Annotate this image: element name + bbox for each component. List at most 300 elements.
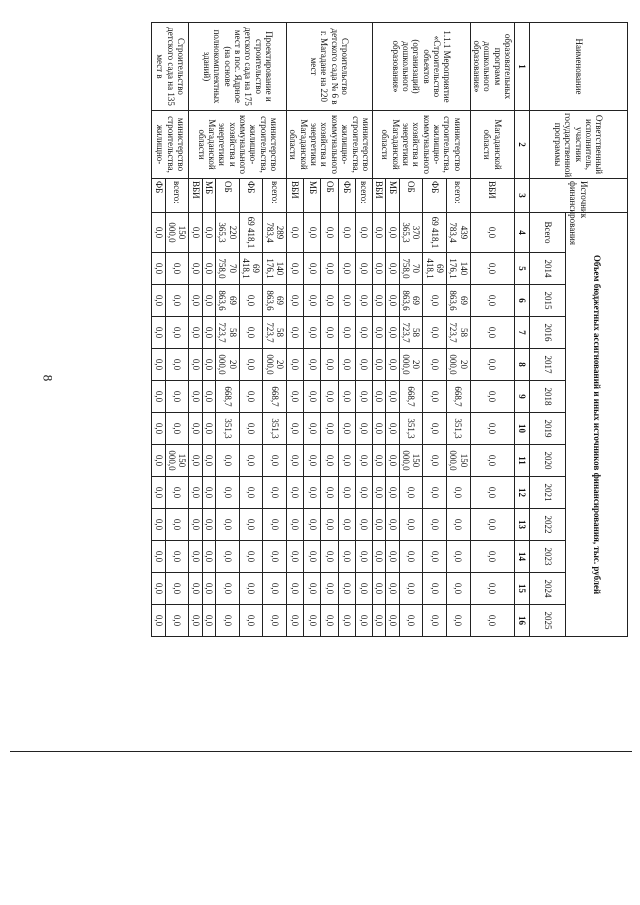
- page-bottom-rule: [10, 751, 632, 752]
- year-value-cell: 0,0: [263, 605, 287, 637]
- year-value-cell: 0,0: [423, 573, 447, 605]
- year-value-cell: 0,0: [304, 253, 321, 285]
- year-value-cell: 0,0: [338, 573, 355, 605]
- total-value-cell: 220 365,3: [216, 213, 240, 253]
- total-value-cell: 289 783,4: [263, 213, 287, 253]
- header-numbers-row: [515, 23, 530, 637]
- column-number: 14: [515, 541, 530, 573]
- funding-source-cell: ФБ: [239, 179, 263, 213]
- header-year-2016: 2016: [530, 317, 566, 349]
- year-value-cell: 0,0: [399, 477, 423, 509]
- year-value-cell: 0,0: [423, 413, 447, 445]
- header-year-2023: 2023: [530, 541, 566, 573]
- year-value-cell: 0,0: [287, 509, 304, 541]
- year-value-cell: 0,0: [202, 477, 215, 509]
- total-value-cell: 439 783,4: [446, 213, 470, 253]
- program-name-cell: 1.1.1 Мероприятие «Строительство объектов (организаций) дошкольного образования»: [372, 23, 470, 111]
- year-value-cell: 0,0: [423, 605, 447, 637]
- year-value-cell: 0,0: [202, 605, 215, 637]
- year-value-cell: 0,0: [446, 477, 470, 509]
- total-value-cell: 0,0: [372, 213, 385, 253]
- year-value-cell: 0,0: [386, 349, 399, 381]
- year-value-cell: 0,0: [165, 349, 189, 381]
- year-value-cell: 0,0: [304, 477, 321, 509]
- year-value-cell: 0,0: [338, 381, 355, 413]
- year-value-cell: 0,0: [386, 573, 399, 605]
- year-value-cell: 0,0: [355, 573, 372, 605]
- year-value-cell: 69 418,1: [423, 253, 447, 285]
- executor-cell: министерство строительства, жилищно-коммунального хозяйства и энергетики Магаданской области: [372, 111, 470, 179]
- total-value-cell: 0,0: [202, 213, 215, 253]
- year-value-cell: 0,0: [423, 285, 447, 317]
- total-value-cell: 69 418,1: [239, 213, 263, 253]
- total-value-cell: 0,0: [287, 213, 304, 253]
- year-value-cell: 0,0: [189, 477, 202, 509]
- year-value-cell: 150 000,0: [399, 445, 423, 477]
- year-value-cell: 0,0: [338, 349, 355, 381]
- year-value-cell: 0,0: [446, 509, 470, 541]
- year-value-cell: 0,0: [216, 541, 240, 573]
- year-value-cell: 0,0: [386, 445, 399, 477]
- header-year-2015: 2015: [530, 285, 566, 317]
- year-value-cell: 0,0: [239, 541, 263, 573]
- year-value-cell: 0,0: [372, 317, 385, 349]
- year-value-cell: 0,0: [239, 477, 263, 509]
- executor-cell: министерство строительства, жилищно-: [152, 111, 189, 179]
- funding-source-cell: ФБ: [152, 179, 165, 213]
- year-value-cell: 0,0: [287, 445, 304, 477]
- year-value-cell: 0,0: [239, 605, 263, 637]
- total-value-cell: 0,0: [321, 213, 338, 253]
- program-name-cell: образовательных программ дошкольного образования»: [470, 23, 514, 111]
- year-value-cell: 0,0: [263, 477, 287, 509]
- year-value-cell: 0,0: [189, 573, 202, 605]
- year-value-cell: 0,0: [216, 605, 240, 637]
- year-value-cell: 0,0: [423, 381, 447, 413]
- year-value-cell: 0,0: [287, 349, 304, 381]
- year-value-cell: 0,0: [287, 541, 304, 573]
- year-value-cell: 69 863,6: [446, 285, 470, 317]
- year-value-cell: 0,0: [338, 285, 355, 317]
- budget-table-container: [68, 22, 628, 634]
- year-value-cell: 0,0: [152, 285, 165, 317]
- year-value-cell: 69 863,6: [263, 285, 287, 317]
- year-value-cell: 668,7: [216, 381, 240, 413]
- year-value-cell: 0,0: [423, 349, 447, 381]
- year-value-cell: 0,0: [287, 413, 304, 445]
- year-value-cell: 0,0: [304, 445, 321, 477]
- header-year-2018: 2018: [530, 381, 566, 413]
- year-value-cell: 0,0: [386, 317, 399, 349]
- year-value-cell: 0,0: [470, 317, 514, 349]
- year-value-cell: 0,0: [470, 413, 514, 445]
- year-value-cell: 0,0: [304, 285, 321, 317]
- year-value-cell: 0,0: [152, 349, 165, 381]
- column-number: 12: [515, 477, 530, 509]
- year-value-cell: 58 723,7: [399, 317, 423, 349]
- column-number: 4: [515, 213, 530, 253]
- year-value-cell: 0,0: [338, 253, 355, 285]
- year-value-cell: 0,0: [216, 573, 240, 605]
- year-value-cell: 0,0: [304, 413, 321, 445]
- total-value-cell: 0,0: [470, 213, 514, 253]
- year-value-cell: 0,0: [386, 413, 399, 445]
- year-value-cell: 0,0: [202, 381, 215, 413]
- year-value-cell: 0,0: [372, 253, 385, 285]
- executor-cell: Магаданской области: [470, 111, 514, 179]
- header-volume: Объем бюджетных ассигнований и иных источников финансирования, тыс. рублей: [566, 213, 628, 637]
- year-value-cell: 0,0: [239, 381, 263, 413]
- year-value-cell: 0,0: [189, 253, 202, 285]
- table-header: [515, 23, 628, 637]
- year-value-cell: 0,0: [423, 477, 447, 509]
- year-value-cell: 69 863,6: [216, 285, 240, 317]
- year-value-cell: 0,0: [470, 285, 514, 317]
- year-value-cell: 0,0: [263, 541, 287, 573]
- year-value-cell: 0,0: [202, 541, 215, 573]
- year-value-cell: 0,0: [165, 509, 189, 541]
- column-number: 9: [515, 381, 530, 413]
- year-value-cell: 0,0: [304, 509, 321, 541]
- executor-cell: министерство строительства, жилищно-коммунального хозяйства и энергетики Магаданской области: [287, 111, 373, 179]
- year-value-cell: 0,0: [165, 381, 189, 413]
- year-value-cell: 0,0: [202, 573, 215, 605]
- year-value-cell: 0,0: [263, 509, 287, 541]
- year-value-cell: 351,3: [263, 413, 287, 445]
- year-value-cell: 0,0: [321, 285, 338, 317]
- total-value-cell: 0,0: [338, 213, 355, 253]
- year-value-cell: 668,7: [399, 381, 423, 413]
- header-year-2017: 2017: [530, 349, 566, 381]
- year-value-cell: 0,0: [386, 477, 399, 509]
- year-value-cell: 0,0: [399, 541, 423, 573]
- year-value-cell: 0,0: [338, 413, 355, 445]
- program-name-cell: Строительство детского сада № 6 в г. Магадане на 220 мест: [287, 23, 373, 111]
- year-value-cell: 0,0: [386, 605, 399, 637]
- year-value-cell: 0,0: [399, 573, 423, 605]
- year-value-cell: 0,0: [152, 509, 165, 541]
- year-value-cell: 0,0: [470, 509, 514, 541]
- year-value-cell: 0,0: [355, 541, 372, 573]
- year-value-cell: 0,0: [399, 605, 423, 637]
- funding-source-cell: ОБ: [399, 179, 423, 213]
- year-value-cell: 0,0: [470, 381, 514, 413]
- year-value-cell: 70 758,0: [399, 253, 423, 285]
- year-value-cell: 0,0: [372, 573, 385, 605]
- year-value-cell: 0,0: [152, 253, 165, 285]
- year-value-cell: 0,0: [355, 445, 372, 477]
- year-value-cell: 0,0: [338, 509, 355, 541]
- column-number: 7: [515, 317, 530, 349]
- year-value-cell: 0,0: [321, 605, 338, 637]
- year-value-cell: 0,0: [338, 541, 355, 573]
- column-number: 3: [515, 179, 530, 213]
- year-value-cell: 0,0: [189, 317, 202, 349]
- year-value-cell: 0,0: [470, 445, 514, 477]
- table-row: [165, 23, 189, 637]
- year-value-cell: 0,0: [202, 317, 215, 349]
- total-value-cell: 69 418,1: [423, 213, 447, 253]
- header-total: Всего: [530, 213, 566, 253]
- year-value-cell: 0,0: [321, 573, 338, 605]
- column-number: 10: [515, 413, 530, 445]
- year-value-cell: 70 758,0: [216, 253, 240, 285]
- year-value-cell: 0,0: [202, 349, 215, 381]
- year-value-cell: 0,0: [152, 317, 165, 349]
- funding-source-cell: всего:: [446, 179, 470, 213]
- column-number: 5: [515, 253, 530, 285]
- year-value-cell: 0,0: [470, 253, 514, 285]
- year-value-cell: 0,0: [202, 445, 215, 477]
- year-value-cell: 0,0: [386, 285, 399, 317]
- table-row: [470, 23, 514, 637]
- year-value-cell: 0,0: [338, 477, 355, 509]
- year-value-cell: 0,0: [470, 541, 514, 573]
- year-value-cell: 0,0: [263, 445, 287, 477]
- year-value-cell: 0,0: [372, 413, 385, 445]
- column-number: 11: [515, 445, 530, 477]
- funding-source-cell: всего:: [263, 179, 287, 213]
- year-value-cell: 0,0: [304, 573, 321, 605]
- year-value-cell: 0,0: [165, 477, 189, 509]
- year-value-cell: 0,0: [239, 445, 263, 477]
- year-value-cell: 0,0: [239, 413, 263, 445]
- total-value-cell: 0,0: [386, 213, 399, 253]
- year-value-cell: 0,0: [152, 381, 165, 413]
- year-value-cell: 0,0: [355, 317, 372, 349]
- year-value-cell: 0,0: [355, 285, 372, 317]
- year-value-cell: 0,0: [372, 285, 385, 317]
- year-value-cell: 0,0: [355, 381, 372, 413]
- year-value-cell: 0,0: [287, 605, 304, 637]
- year-value-cell: 0,0: [165, 413, 189, 445]
- year-value-cell: 0,0: [446, 541, 470, 573]
- year-value-cell: 0,0: [321, 445, 338, 477]
- year-value-cell: 0,0: [321, 477, 338, 509]
- year-value-cell: 140 176,1: [446, 253, 470, 285]
- year-value-cell: 0,0: [423, 317, 447, 349]
- year-value-cell: 0,0: [202, 253, 215, 285]
- year-value-cell: 20 000,0: [216, 349, 240, 381]
- year-value-cell: 0,0: [470, 349, 514, 381]
- column-number: 2: [515, 111, 530, 179]
- year-value-cell: 0,0: [165, 317, 189, 349]
- year-value-cell: 150 000,0: [165, 445, 189, 477]
- year-value-cell: 20 000,0: [446, 349, 470, 381]
- header-year-2022: 2022: [530, 509, 566, 541]
- year-value-cell: 0,0: [239, 317, 263, 349]
- funding-source-cell: МБ: [304, 179, 321, 213]
- year-value-cell: 0,0: [287, 285, 304, 317]
- column-number: 16: [515, 605, 530, 637]
- year-value-cell: 0,0: [355, 605, 372, 637]
- funding-source-cell: ВБИ: [372, 179, 385, 213]
- year-value-cell: 0,0: [470, 573, 514, 605]
- year-value-cell: 58 723,7: [263, 317, 287, 349]
- total-value-cell: 150 000,0: [165, 213, 189, 253]
- year-value-cell: 0,0: [304, 349, 321, 381]
- program-name-cell: Проектирование и строительство детского сада на 175 мест в пос. Ядрное (на основе полнокомплектных зданий): [189, 23, 287, 111]
- year-value-cell: 0,0: [239, 349, 263, 381]
- year-value-cell: 668,7: [263, 381, 287, 413]
- funding-source-cell: ВБИ: [470, 179, 514, 213]
- year-value-cell: 351,3: [446, 413, 470, 445]
- year-value-cell: 0,0: [321, 317, 338, 349]
- year-value-cell: 69 418,1: [239, 253, 263, 285]
- year-value-cell: 0,0: [423, 445, 447, 477]
- year-value-cell: 58 723,7: [446, 317, 470, 349]
- page-number: 8: [40, 374, 56, 382]
- header-year-2019: 2019: [530, 413, 566, 445]
- funding-source-cell: всего:: [165, 179, 189, 213]
- year-value-cell: 0,0: [338, 317, 355, 349]
- column-number: 6: [515, 285, 530, 317]
- year-value-cell: 0,0: [165, 605, 189, 637]
- year-value-cell: 0,0: [355, 253, 372, 285]
- header-year-2021: 2021: [530, 477, 566, 509]
- table-row: [446, 23, 470, 637]
- year-value-cell: 0,0: [446, 573, 470, 605]
- header-name: Наименование: [530, 23, 628, 111]
- year-value-cell: 0,0: [216, 509, 240, 541]
- header-year-2025: 2025: [530, 605, 566, 637]
- year-value-cell: 0,0: [189, 381, 202, 413]
- year-value-cell: 0,0: [321, 349, 338, 381]
- year-value-cell: 0,0: [304, 541, 321, 573]
- program-name-cell: Строительство детского сада на 135 мест в: [152, 23, 189, 111]
- table-row: [263, 23, 287, 637]
- year-value-cell: 0,0: [321, 509, 338, 541]
- total-value-cell: 0,0: [304, 213, 321, 253]
- year-value-cell: 0,0: [423, 509, 447, 541]
- year-value-cell: 0,0: [263, 573, 287, 605]
- year-value-cell: 0,0: [446, 605, 470, 637]
- year-value-cell: 0,0: [165, 541, 189, 573]
- year-value-cell: 0,0: [165, 253, 189, 285]
- rotated-table-frame: [68, 22, 628, 634]
- column-number: 1: [515, 23, 530, 111]
- executor-cell: министерство строительства, жилищно-коммунального хозяйства и энергетики Магаданской области: [189, 111, 287, 179]
- year-value-cell: 0,0: [355, 349, 372, 381]
- year-value-cell: 0,0: [321, 541, 338, 573]
- year-value-cell: 0,0: [189, 541, 202, 573]
- year-value-cell: 0,0: [321, 413, 338, 445]
- header-year-2024: 2024: [530, 573, 566, 605]
- year-value-cell: 0,0: [304, 381, 321, 413]
- funding-source-cell: ОБ: [321, 179, 338, 213]
- year-value-cell: 0,0: [386, 509, 399, 541]
- year-value-cell: 0,0: [338, 445, 355, 477]
- year-value-cell: 0,0: [304, 605, 321, 637]
- year-value-cell: 0,0: [189, 413, 202, 445]
- year-value-cell: 58 723,7: [216, 317, 240, 349]
- header-year-2020: 2020: [530, 445, 566, 477]
- year-value-cell: 0,0: [189, 285, 202, 317]
- year-value-cell: 0,0: [202, 413, 215, 445]
- year-value-cell: 0,0: [287, 381, 304, 413]
- year-value-cell: 0,0: [287, 317, 304, 349]
- column-number: 13: [515, 509, 530, 541]
- funding-source-cell: ФБ: [338, 179, 355, 213]
- year-value-cell: 0,0: [239, 285, 263, 317]
- header-executor: Ответственный исполнитель, участник государственной программы: [530, 111, 628, 179]
- year-value-cell: 0,0: [372, 349, 385, 381]
- header-year-2014: 2014: [530, 253, 566, 285]
- funding-source-cell: ВБИ: [189, 179, 202, 213]
- header-source: Источник финансирования: [530, 179, 628, 213]
- year-value-cell: 0,0: [202, 285, 215, 317]
- year-value-cell: 351,3: [399, 413, 423, 445]
- year-value-cell: 20 000,0: [263, 349, 287, 381]
- funding-source-cell: всего:: [355, 179, 372, 213]
- total-value-cell: 370 365,3: [399, 213, 423, 253]
- year-value-cell: 140 176,1: [263, 253, 287, 285]
- year-value-cell: 0,0: [152, 541, 165, 573]
- column-number: 15: [515, 573, 530, 605]
- year-value-cell: 0,0: [152, 605, 165, 637]
- year-value-cell: 0,0: [399, 509, 423, 541]
- year-value-cell: 0,0: [216, 477, 240, 509]
- funding-source-cell: ВБИ: [287, 179, 304, 213]
- year-value-cell: 0,0: [216, 445, 240, 477]
- total-value-cell: 0,0: [152, 213, 165, 253]
- year-value-cell: 0,0: [321, 381, 338, 413]
- year-value-cell: 0,0: [189, 509, 202, 541]
- year-value-cell: 150 000,0: [446, 445, 470, 477]
- year-value-cell: 0,0: [189, 445, 202, 477]
- year-value-cell: 0,0: [287, 477, 304, 509]
- funding-source-cell: ОБ: [216, 179, 240, 213]
- year-value-cell: 69 863,6: [399, 285, 423, 317]
- budget-table: [151, 22, 628, 637]
- year-value-cell: 0,0: [372, 541, 385, 573]
- year-value-cell: 0,0: [355, 477, 372, 509]
- total-value-cell: 0,0: [355, 213, 372, 253]
- year-value-cell: 0,0: [152, 445, 165, 477]
- year-value-cell: 0,0: [152, 413, 165, 445]
- year-value-cell: 0,0: [372, 381, 385, 413]
- year-value-cell: 0,0: [372, 509, 385, 541]
- year-value-cell: 0,0: [372, 445, 385, 477]
- year-value-cell: 0,0: [386, 541, 399, 573]
- year-value-cell: 0,0: [386, 381, 399, 413]
- year-value-cell: 0,0: [304, 317, 321, 349]
- year-value-cell: 0,0: [372, 605, 385, 637]
- year-value-cell: 0,0: [189, 349, 202, 381]
- year-value-cell: 0,0: [287, 253, 304, 285]
- year-value-cell: 0,0: [165, 573, 189, 605]
- year-value-cell: 0,0: [287, 573, 304, 605]
- year-value-cell: 0,0: [239, 573, 263, 605]
- funding-source-cell: МБ: [202, 179, 215, 213]
- year-value-cell: 20 000,0: [399, 349, 423, 381]
- year-value-cell: 0,0: [372, 477, 385, 509]
- year-value-cell: 351,3: [216, 413, 240, 445]
- year-value-cell: 0,0: [152, 477, 165, 509]
- year-value-cell: 0,0: [386, 253, 399, 285]
- funding-source-cell: ФБ: [423, 179, 447, 213]
- year-value-cell: 0,0: [470, 605, 514, 637]
- year-value-cell: 0,0: [423, 541, 447, 573]
- year-value-cell: 0,0: [338, 605, 355, 637]
- year-value-cell: 668,7: [446, 381, 470, 413]
- table-body: [152, 23, 515, 637]
- year-value-cell: 0,0: [152, 573, 165, 605]
- total-value-cell: 0,0: [189, 213, 202, 253]
- funding-source-cell: МБ: [386, 179, 399, 213]
- year-value-cell: 0,0: [470, 477, 514, 509]
- year-value-cell: 0,0: [321, 253, 338, 285]
